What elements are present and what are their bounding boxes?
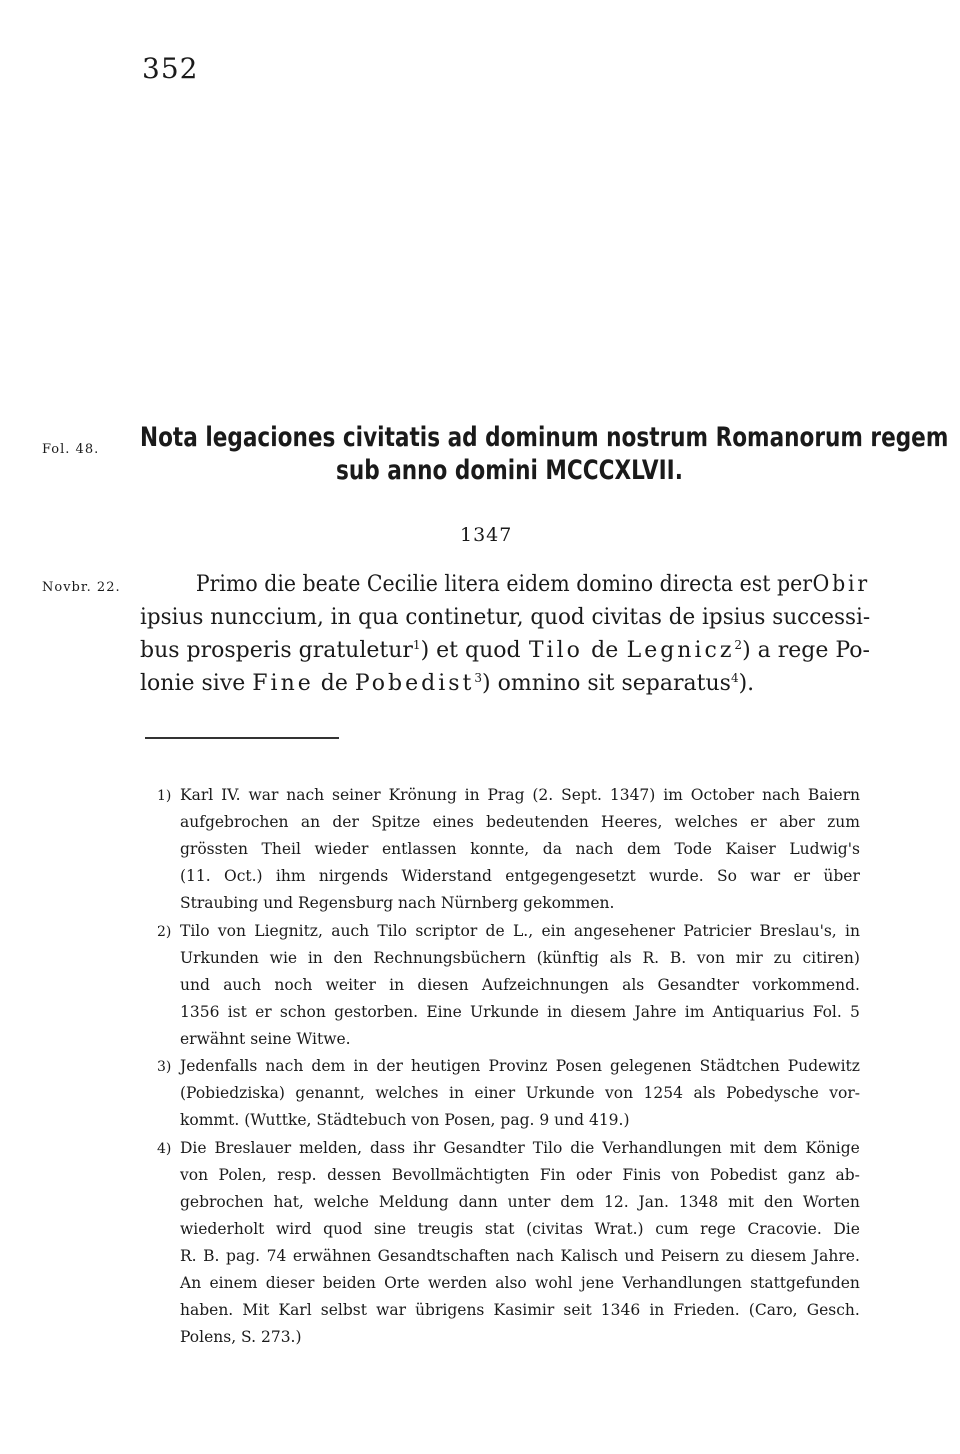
footnote-4-line: [180, 1301, 860, 1319]
footnote-word: beiden: [322, 1274, 376, 1292]
footnote-1-line: Straubing und Regensburg nach Nürnberg gekommen.: [180, 894, 615, 912]
footnote-word: B.: [203, 1247, 220, 1265]
name-fine: Fine: [252, 671, 314, 696]
footnote-word: Kalisch: [560, 1247, 618, 1265]
footnote-word: und: [180, 976, 210, 994]
footnote-word: nach: [575, 840, 614, 858]
footnote-word: heutigen: [411, 1057, 481, 1075]
main-text-segment: lonie sive: [140, 671, 246, 696]
footnote-marker-3: 3): [157, 1059, 172, 1075]
footnote-word: von: [696, 949, 725, 967]
footnote-marker-1: 1): [157, 788, 172, 804]
footnote-word: Spitze: [371, 813, 421, 831]
footnote-word: B.: [669, 949, 687, 967]
footnote-word: Worten: [802, 1193, 860, 1211]
footnote-word: Breslauer: [214, 1139, 292, 1157]
footnote-word: Oct.): [224, 867, 263, 885]
footnote-word: Tilo: [180, 922, 210, 940]
footnote-word: er: [255, 1003, 272, 1021]
main-text-segment: de: [320, 671, 348, 696]
main-text-line-2: [140, 605, 870, 630]
footnote-word: Fin: [539, 1166, 566, 1184]
footnote-word: werden: [428, 1274, 487, 1292]
main-text-segment: ipsius nunccium, in qua continetur, quod civitas de ipsius successi-: [140, 605, 871, 630]
footnote-2-line: [180, 949, 860, 967]
footnote-word: stat: [484, 1220, 515, 1238]
footnote-marker-2: 2): [157, 924, 172, 940]
footnote-word: erwähnen: [292, 1247, 372, 1265]
year-heading: 1347: [460, 524, 513, 546]
footnote-word: bedeutenden: [486, 813, 589, 831]
footnote-word: in: [464, 786, 480, 804]
footnote-word: Wrat.): [594, 1220, 644, 1238]
footnote-word: Die: [833, 1220, 860, 1238]
footnote-4-line: [180, 1139, 860, 1157]
main-text-line-1: [140, 572, 870, 597]
footnote-word: ihr: [413, 1139, 436, 1157]
footnote-word: entgegengesetzt: [505, 867, 636, 885]
footnote-ref-3: 3: [474, 671, 483, 685]
footnote-word: Jan.: [638, 1193, 669, 1211]
footnote-word: Jahre.: [812, 1247, 860, 1265]
margin-note-date: Novbr. 22.: [42, 580, 121, 595]
footnote-word: citiren): [802, 949, 860, 967]
footnote-word: gelegenen: [610, 1057, 692, 1075]
footnote-word: 5: [850, 1003, 860, 1021]
footnote-word: Theil: [261, 840, 301, 858]
name-pobedist: Pobedist: [354, 671, 475, 697]
footnote-word: resp.: [277, 1166, 317, 1184]
footnote-word: Kaiser: [725, 840, 776, 858]
footnote-word: Provinz: [488, 1057, 548, 1075]
footnote-word: 74: [266, 1247, 287, 1265]
footnote-word: als: [693, 1084, 716, 1102]
footnote-word: war: [376, 1301, 406, 1319]
footnote-word: dem: [626, 840, 661, 858]
footnote-word: nach: [265, 1057, 304, 1075]
footnote-ref-2: 2: [734, 638, 743, 652]
footnote-word: seiner: [332, 786, 381, 804]
footnote-word: (11.: [180, 867, 211, 885]
footnote-word: noch: [274, 976, 313, 994]
footnote-word: R.: [642, 949, 660, 967]
main-text-segment: Pobedist$^3$) omnino sit separatus$^4$).: [354, 671, 755, 697]
footnote-word: welches: [674, 813, 738, 831]
footnote-word: Städtchen: [699, 1057, 780, 1075]
footnote-3-line: [180, 1057, 860, 1075]
footnote-word: An: [180, 1274, 202, 1292]
footnote-word: Karl: [180, 786, 214, 804]
footnote-word: in: [307, 949, 323, 967]
footnote-ref-4: 4: [730, 671, 739, 685]
footnote-word: aber: [779, 813, 815, 831]
footnote-word: übrigens: [415, 1301, 485, 1319]
footnote-word: stattgefunden: [750, 1274, 860, 1292]
footnote-word: in: [845, 922, 860, 940]
main-text-line-3: [140, 638, 870, 663]
footnote-word: Widerstand: [401, 867, 492, 885]
footnote-word: diesem: [570, 1003, 627, 1021]
footnote-word: Aufzeichnungen: [481, 976, 609, 994]
footnote-word: in: [649, 1301, 665, 1319]
footnote-word: R.: [180, 1247, 197, 1265]
footnote-1-line: [180, 786, 860, 804]
footnote-word: von: [604, 1084, 634, 1102]
footnote-word: Kasimir: [493, 1301, 555, 1319]
footnote-word: Heeres,: [601, 813, 663, 831]
footnote-word: Peisern: [660, 1247, 720, 1265]
main-text-segment: Primo die beate Cecilie litera eidem domino directa est per: [195, 572, 813, 597]
footnote-word: dem: [560, 1193, 595, 1211]
footnote-word: Jahre: [634, 1003, 677, 1021]
footnote-word: Urkunde: [525, 1084, 595, 1102]
footnote-word: (2.: [532, 786, 554, 804]
footnote-word: Tilo: [377, 922, 408, 940]
footnote-word: Tode: [674, 840, 712, 858]
footnote-word: er: [793, 867, 811, 885]
footnote-word: (Pobiedziska): [180, 1084, 285, 1102]
footnote-word: Die: [180, 1139, 207, 1157]
footnote-word: 1348: [678, 1193, 719, 1211]
footnote-word: vorkommend.: [752, 976, 860, 994]
footnote-word: Eine: [426, 1003, 462, 1021]
footnote-word: der: [376, 1057, 403, 1075]
footnote-1-line: [180, 840, 860, 858]
footnote-1-line: [180, 867, 860, 885]
footnote-word: diesem: [750, 1247, 807, 1265]
footnote-word: hat,: [273, 1193, 304, 1211]
footnote-word: den: [333, 949, 363, 967]
footnote-word: wiederholt: [180, 1220, 265, 1238]
footnote-word: Breslau's,: [759, 922, 837, 940]
footnote-word: dass: [369, 1139, 406, 1157]
footnote-word: dieser: [265, 1274, 315, 1292]
footnote-word: konnte,: [470, 840, 530, 858]
footnote-4-line: [180, 1220, 860, 1238]
footnote-word: dessen: [327, 1166, 382, 1184]
name-legnicz: Legnicz: [626, 638, 735, 664]
footnote-word: welches: [375, 1084, 439, 1102]
footnote-word: er: [750, 813, 767, 831]
footnote-word: L.,: [512, 922, 534, 940]
footnote-word: Mit: [242, 1301, 270, 1319]
footnote-word: Polen,: [218, 1166, 267, 1184]
main-text-segment: de: [591, 638, 619, 663]
footnote-word: 12.: [603, 1193, 629, 1211]
footnote-word: dem: [311, 1057, 346, 1075]
footnote-word: October: [690, 786, 755, 804]
footnote-4-line: [180, 1274, 860, 1292]
footnote-word: und: [624, 1247, 655, 1265]
footnote-word: zu: [773, 949, 792, 967]
footnote-word: seit: [563, 1301, 592, 1319]
footnote-word: die: [570, 1139, 595, 1157]
footnote-word: welche: [313, 1193, 369, 1211]
footnote-word: (künftig: [536, 949, 599, 967]
footnote-word: ihm: [275, 867, 306, 885]
footnote-word: nach: [286, 786, 325, 804]
footnote-word: (civitas: [526, 1220, 583, 1238]
footnote-1-line: [180, 813, 860, 831]
footnote-word: auch: [223, 976, 262, 994]
footnote-word: So: [716, 867, 737, 885]
footnote-word: Jedenfalls: [180, 1057, 258, 1075]
footnote-3-line: kommt. (Wuttke, Städtebuch von Posen, pag. 9 und 419.): [180, 1111, 630, 1129]
footnote-word: Baiern: [807, 786, 860, 804]
footnote-ref-1: 1: [412, 638, 421, 652]
footnote-word: mir: [735, 949, 763, 967]
footnote-word: Tilo: [532, 1139, 563, 1157]
footnote-2-line: [180, 922, 860, 940]
name-obir: Obir: [812, 572, 870, 597]
footnote-word: Pudewitz: [787, 1057, 860, 1075]
footnote-word: als: [622, 976, 645, 994]
footnote-separator: [145, 737, 339, 739]
footnote-word: Fol.: [812, 1003, 842, 1021]
footnote-word: zu: [725, 1247, 744, 1265]
title-line-2: sub anno domini MCCCXLVII.: [336, 455, 683, 486]
footnote-word: Finis: [622, 1166, 661, 1184]
footnote-word: wie: [269, 949, 298, 967]
footnote-word: Patricier: [683, 922, 752, 940]
footnote-word: eines: [432, 813, 474, 831]
footnote-word: in: [448, 1084, 464, 1102]
footnote-word: Krönung: [388, 786, 457, 804]
footnote-3-line: [180, 1084, 860, 1102]
main-text-line-4: [140, 671, 870, 696]
footnote-word: von: [180, 1166, 209, 1184]
margin-note-folio: Fol. 48.: [42, 442, 100, 457]
footnote-word: an: [300, 813, 321, 831]
footnote-marker-4: 4): [157, 1141, 172, 1157]
footnote-word: rege: [700, 1220, 736, 1238]
footnote-word: Karl: [278, 1301, 312, 1319]
footnote-word: (Caro,: [748, 1301, 798, 1319]
footnote-word: der: [332, 813, 359, 831]
footnote-word: entlassen: [381, 840, 457, 858]
footnote-word: wohl: [535, 1274, 573, 1292]
footnote-word: nach: [762, 786, 800, 804]
footnote-word: Prag: [487, 786, 525, 804]
footnote-word: 1356: [180, 1003, 220, 1021]
footnote-word: ab-: [835, 1166, 860, 1184]
footnote-word: 1346: [600, 1301, 641, 1319]
footnote-word: aufgebrochen: [180, 813, 289, 831]
footnote-word: melden,: [299, 1139, 363, 1157]
footnote-word: also: [495, 1274, 527, 1292]
footnote-word: im: [663, 786, 683, 804]
footnote-word: scriptor: [415, 922, 478, 940]
footnote-word: den: [763, 1193, 793, 1211]
footnote-word: Frieden.: [673, 1301, 740, 1319]
footnote-word: wieder: [314, 840, 369, 858]
footnote-word: de: [485, 922, 505, 940]
footnote-word: schon: [279, 1003, 326, 1021]
footnote-word: quod: [323, 1220, 363, 1238]
footnote-word: Könige: [805, 1139, 860, 1157]
footnote-word: von: [217, 922, 246, 940]
title-line-1: Nota legaciones civitatis ad dominum nostrum Romanorum regem: [140, 422, 949, 453]
footnote-word: in: [547, 1003, 563, 1021]
footnote-word: angesehener: [573, 922, 676, 940]
footnote-word: Urkunden: [180, 949, 259, 967]
footnote-2-line: [180, 1003, 860, 1021]
footnote-word: Gesandtschaften: [377, 1247, 510, 1265]
footnote-word: weiter: [325, 976, 376, 994]
footnote-word: Orte: [384, 1274, 420, 1292]
main-text-segment: Legnicz$^2$) a rege Po-: [626, 638, 870, 664]
footnote-word: da: [542, 840, 562, 858]
footnote-word: mit: [728, 1193, 755, 1211]
footnote-word: dann: [458, 1193, 498, 1211]
footnote-word: gebrochen: [180, 1193, 264, 1211]
footnote-word: Verhandlungen: [622, 1274, 742, 1292]
footnote-word: nirgends: [318, 867, 389, 885]
footnote-4-line: [180, 1166, 860, 1184]
footnote-word: Ludwig's: [789, 840, 860, 858]
footnote-word: in: [353, 1057, 369, 1075]
footnote-4-line: Polens, S. 273.): [180, 1328, 302, 1346]
footnote-4-line: [180, 1247, 860, 1265]
footnote-word: Meldung: [378, 1193, 449, 1211]
footnote-4-line: [180, 1193, 860, 1211]
footnote-word: ein: [541, 922, 566, 940]
page-number: 352: [142, 52, 199, 85]
footnote-word: Pobedysche: [726, 1084, 819, 1102]
footnote-word: wurde.: [648, 867, 704, 885]
footnote-word: wird: [276, 1220, 312, 1238]
name-tilo: Tilo: [528, 638, 583, 663]
footnote-word: pag.: [226, 1247, 261, 1265]
footnote-word: Verhandlungen: [602, 1139, 722, 1157]
footnote-word: Urkunde: [470, 1003, 539, 1021]
main-text-segment: bus prosperis gratuletur$^1$) et quod: [140, 638, 521, 664]
footnote-word: mit: [729, 1139, 756, 1157]
footnote-word: war: [750, 867, 781, 885]
footnote-word: in: [389, 976, 405, 994]
footnote-word: treugis: [417, 1220, 474, 1238]
footnote-word: ganz: [787, 1166, 826, 1184]
footnote-word: vor-: [829, 1084, 860, 1102]
footnote-word: einer: [474, 1084, 516, 1102]
footnote-word: Rechnungsbüchern: [373, 949, 526, 967]
footnote-word: IV.: [221, 786, 241, 804]
footnote-2-line: erwähnt seine Witwe.: [180, 1030, 351, 1048]
footnote-word: selbst: [320, 1301, 367, 1319]
footnote-word: unter: [507, 1193, 551, 1211]
footnote-2-line: [180, 976, 860, 994]
footnote-word: jene: [580, 1274, 615, 1292]
footnote-word: Liegnitz,: [254, 922, 323, 940]
footnote-word: Gesandter: [443, 1139, 525, 1157]
footnote-word: 1347): [609, 786, 656, 804]
footnote-word: oder: [576, 1166, 612, 1184]
footnote-word: Gesandter: [657, 976, 740, 994]
footnote-word: auch: [331, 922, 370, 940]
footnote-word: diesen: [417, 976, 469, 994]
footnote-word: gestorben.: [334, 1003, 419, 1021]
footnote-word: einem: [209, 1274, 258, 1292]
footnote-word: genannt,: [295, 1084, 365, 1102]
footnote-word: Cracovie.: [747, 1220, 822, 1238]
footnote-word: sine: [373, 1220, 406, 1238]
footnote-word: Posen: [555, 1057, 602, 1075]
footnote-word: dem: [763, 1139, 798, 1157]
footnote-word: zum: [827, 813, 860, 831]
footnote-word: cum: [655, 1220, 689, 1238]
footnote-word: haben.: [180, 1301, 234, 1319]
footnote-word: Pobedist: [709, 1166, 778, 1184]
footnote-word: 1254: [643, 1084, 683, 1102]
footnote-word: war: [248, 786, 279, 804]
footnote-word: als: [609, 949, 632, 967]
footnote-word: Gesch.: [806, 1301, 860, 1319]
footnote-word: ist: [227, 1003, 247, 1021]
footnote-word: über: [823, 867, 860, 885]
footnote-word: grössten: [180, 840, 248, 858]
footnote-word: von: [671, 1166, 700, 1184]
footnote-word: Antiquarius: [712, 1003, 805, 1021]
footnote-word: Bevollmächtigten: [391, 1166, 530, 1184]
footnote-word: Sept.: [561, 786, 602, 804]
footnote-word: nach: [516, 1247, 554, 1265]
footnote-word: im: [684, 1003, 705, 1021]
